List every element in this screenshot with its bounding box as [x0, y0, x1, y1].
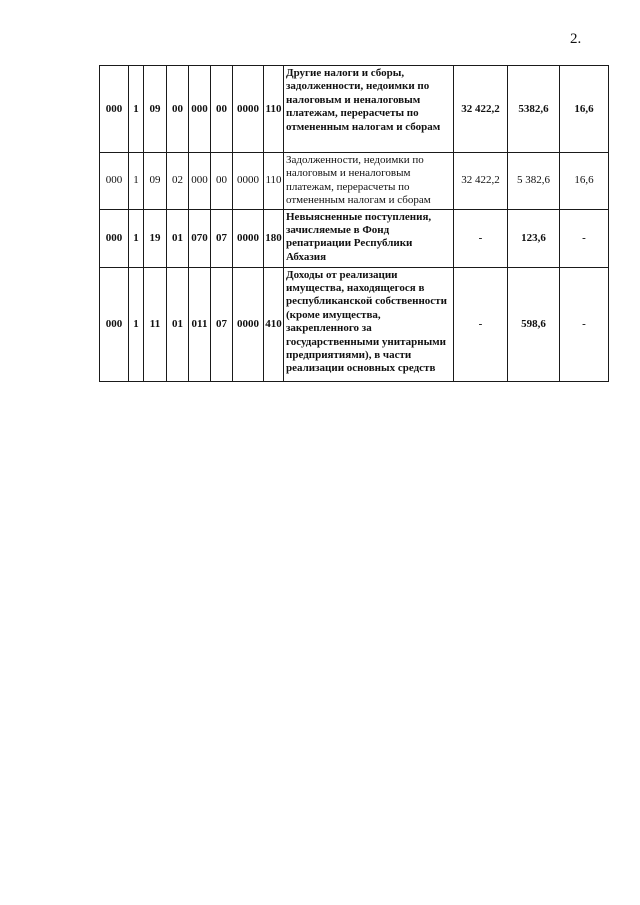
row-description: Задолженности, недоимки по налоговым и неналоговым платежам, перерасчеты по отмененным налогам и сборам	[284, 153, 454, 210]
code-program: 0000	[233, 209, 264, 267]
budget-table	[99, 65, 609, 382]
page-number: 2.	[570, 31, 582, 47]
plan-value: 32 422,2	[454, 153, 508, 210]
code-admin: 000	[100, 209, 129, 267]
code-admin: 000	[100, 267, 129, 381]
code-subarticle: 070	[189, 209, 211, 267]
row-description: Доходы от реализации имущества, находящегося в республиканской собственности (кроме имущества, закрепленного за государственными унитарными предприятиями), в части реализации основных средств	[284, 267, 454, 381]
actual-value: 5 382,6	[508, 153, 560, 210]
code-program: 0000	[233, 153, 264, 210]
table-row	[100, 153, 609, 210]
code-article: 00	[167, 66, 189, 153]
code-admin: 000	[100, 66, 129, 153]
row-description: Невыясненные поступления, зачисляемые в Фонд репатриации Республики Абхазия	[284, 209, 454, 267]
plan-value: -	[454, 267, 508, 381]
code-article: 01	[167, 267, 189, 381]
percent-value: 16,6	[560, 66, 609, 153]
code-group: 1	[129, 153, 144, 210]
row-description: Другие налоги и сборы, задолженности, недоимки по налоговым и неналоговым платежам, перерасчеты по отмененным налогам и сборам	[284, 66, 454, 153]
code-subarticle: 011	[189, 267, 211, 381]
percent-value: -	[560, 209, 609, 267]
code-subgroup: 11	[144, 267, 167, 381]
actual-value: 5382,6	[508, 66, 560, 153]
code-element: 00	[211, 153, 233, 210]
code-classification: 110	[264, 153, 284, 210]
code-subarticle: 000	[189, 66, 211, 153]
code-article: 01	[167, 209, 189, 267]
code-program: 0000	[233, 66, 264, 153]
code-subgroup: 19	[144, 209, 167, 267]
code-group: 1	[129, 267, 144, 381]
code-element: 07	[211, 267, 233, 381]
code-subarticle: 000	[189, 153, 211, 210]
code-classification: 180	[264, 209, 284, 267]
code-group: 1	[129, 209, 144, 267]
code-classification: 410	[264, 267, 284, 381]
percent-value: 16,6	[560, 153, 609, 210]
code-subgroup: 09	[144, 66, 167, 153]
code-element: 00	[211, 66, 233, 153]
percent-value: -	[560, 267, 609, 381]
code-article: 02	[167, 153, 189, 210]
plan-value: 32 422,2	[454, 66, 508, 153]
table-row	[100, 267, 609, 381]
code-program: 0000	[233, 267, 264, 381]
code-subgroup: 09	[144, 153, 167, 210]
actual-value: 598,6	[508, 267, 560, 381]
code-admin: 000	[100, 153, 129, 210]
plan-value: -	[454, 209, 508, 267]
code-element: 07	[211, 209, 233, 267]
code-group: 1	[129, 66, 144, 153]
table-row	[100, 209, 609, 267]
actual-value: 123,6	[508, 209, 560, 267]
code-classification: 110	[264, 66, 284, 153]
table-row	[100, 66, 609, 153]
